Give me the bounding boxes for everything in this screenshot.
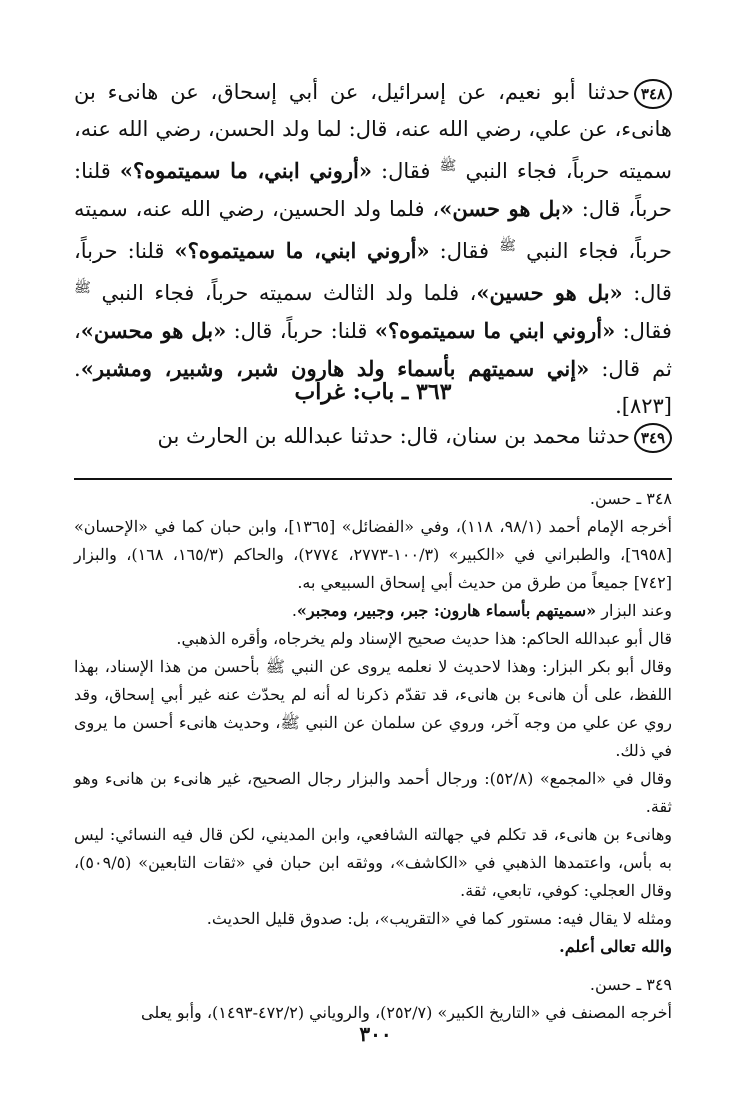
quote: «بل هو حسن» (439, 196, 574, 221)
note-paragraph: وهانىء بن هانىء، قد تكلم في جهالته الشافعي، وابن المديني، لكن قال فيه النسائي: ليس به بأس، واعتمدها الذهبي في «الكاشف»، ووثقه ابن حبان في «ثقات التابعين» (٥٠٩/٥)، وقال العجلي: كوفي، تابعي، ثقة. (74, 825, 672, 900)
pbuh-glyph: ﷺ (499, 238, 517, 254)
note-paragraph: وقال في «المجمع» (٥٢/٨): ورجال أحمد والبزار رجال الصحيح، غير هانىء بن هانىء وهو ثقة. (74, 769, 672, 816)
quote: «أروني ابني ما سميتموه؟» (374, 318, 616, 343)
note-paragraph: وعند البزار «سميتهم بأسماء هارون: جبر، وجبير، ومجبر». (291, 601, 672, 620)
page-number: ٣٠٠ (359, 1022, 392, 1046)
note-paragraph: قال أبو عبدالله الحاكم: هذا حديث صحيح الإسناد ولم يخرجاه، وأقره الذهبي. (176, 629, 672, 648)
quote: «بل هو محسن» (80, 318, 227, 343)
pbuh-glyph: ﷺ (439, 158, 457, 174)
hadith-348-text: ٣٤٨حدثنا أبو نعيم، عن إسرائيل، عن أبي إسحاق، عن هانىء بن هانىء، عن علي، رضي الله عنه، قال: لما ولد الحسن، رضي الله عنه، سميته حرباً، فجاء النبي $^ﷺ$ فقال: «أروني ابني، ما سميتموه؟» قلنا: حرباً، قال: «بل هو حسن»، فلما ولد الحسين، رضي الله عنه، سميته حرباً، فجاء النبي $^ﷺ$ فقال: «أروني ابني، ما سميتموه؟» قلنا: حرباً، قال: «بل هو حسين»، فلما ولد الثالث سميته حرباً، فجاء النبي $^ﷺ$ فقال: «أروني ابني ما سميتموه؟» قلنا: حرباً، قال: «بل هو محسن»، ثم قال: «إني سميتهم بأسماء ولد هارون شبر، وشبير، ومشبر». [٨٢٣]. (74, 80, 673, 418)
hadith-number-badge: ٣٤٨ (634, 79, 672, 109)
note-label: ٣٤٩ ـ حسن. (589, 975, 672, 994)
note-label: ٣٤٨ ـ حسن. (589, 489, 672, 508)
quote: «بل هو حسين» (476, 280, 623, 305)
footnote-divider (74, 478, 672, 480)
note-closing: والله تعالى أعلم. (559, 937, 672, 956)
chapter-heading: ٣٦٣ ـ باب: غراب (294, 379, 452, 405)
quote: «أروني ابني، ما سميتموه؟» (174, 238, 430, 263)
hadith-number-badge: ٣٤٩ (634, 423, 672, 453)
note-paragraph: وقال أبو بكر البزار: وهذا لاحديث لا نعلمه يروى عن النبي ﷺ بأحسن من هذا الإسناد، بهذا اللفظ، على أن هانىء بن هانىء، قد تقدّم ذكرنا له أنه لم يحدّث عنه غير أبي إسحاق، وقد روي عن علي من وجه آخر، وروي عن سلمان عن النبي ﷺ، وحديث هانىء أحسن ما يروى في ذلك. (74, 657, 672, 760)
pbuh-glyph: ﷺ (74, 280, 91, 296)
hadith-348-body (74, 74, 672, 425)
hadith-349-body (74, 418, 672, 455)
note-spacer (74, 961, 672, 971)
note-paragraph: أخرجه المصنف في «التاريخ الكبير» (٢٥٢/٧)، والروياني (٤٧٢/٢-١٤٩٣)، وأبو يعلى (140, 1003, 672, 1022)
reference: . [٨٢٣]. (74, 357, 672, 418)
note-paragraph: ومثله لا يقال فيه: مستور كما في «التقريب»، بل: صدوق قليل الحديث. (206, 909, 672, 928)
hadith-349-text: حدثنا محمد بن سنان، قال: حدثنا عبدالله بن الحارث بن (157, 424, 630, 448)
quote: «أروني ابني، ما سميتموه؟» (119, 158, 373, 183)
quote: «إني سميتهم بأسماء ولد هارون شبر، وشبير، ومشبر» (80, 356, 590, 381)
note-paragraph: أخرجه الإمام أحمد (٩٨/١، ١١٨)، وفي «الفضائل» [١٣٦٥]، وابن حبان كما في «الإحسان» [٦٩٥٨]، والطبراني في «الكبير» (١٠٠/٣-٢٧٧٣، ٢٧٧٤)، والحاكم (١٦٥/٣، ١٦٨)، والبزار [٧٤٢] جميعاً من طرق من حديث أبي إسحاق السبيعي به. (74, 517, 673, 592)
footnotes (74, 485, 672, 1027)
